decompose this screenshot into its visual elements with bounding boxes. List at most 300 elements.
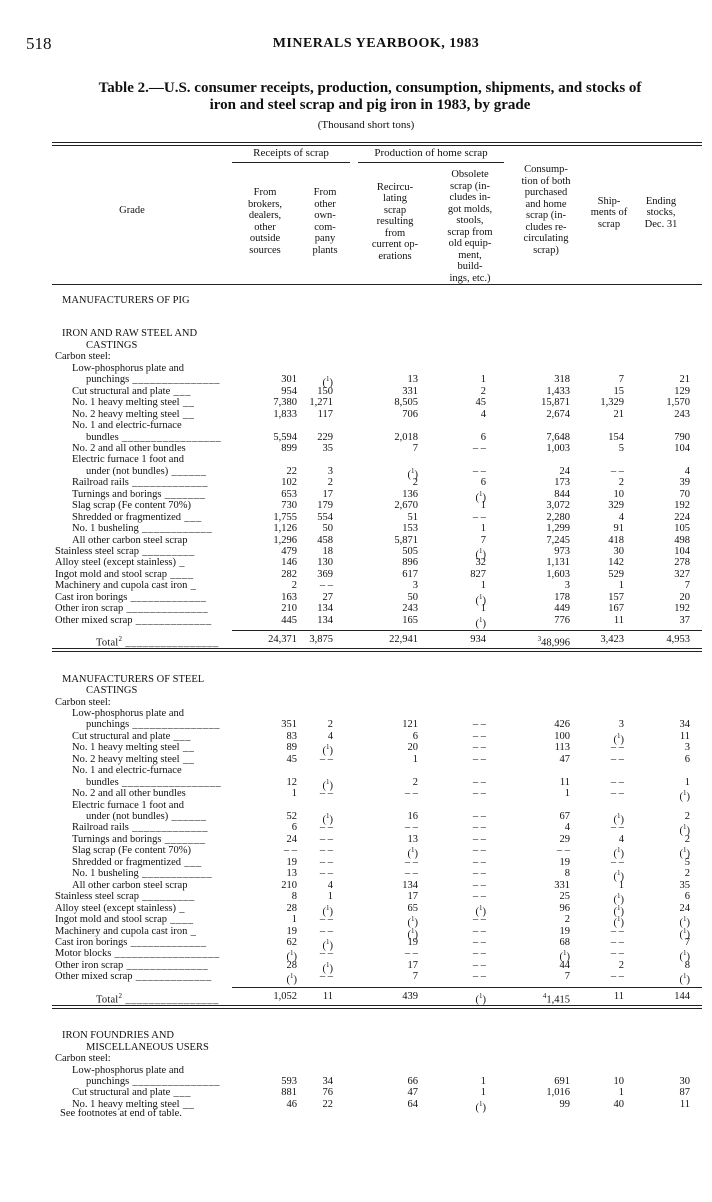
row-label-line: [0, 1065, 712, 1076]
column-header-line: scrap: [597, 218, 621, 230]
cell-consumption: 173: [554, 477, 570, 489]
table-row: [0, 443, 712, 454]
cell-stocks: 34: [679, 719, 690, 731]
running-head: MINERALS YEARBOOK, 1983: [272, 36, 480, 51]
cell-brokers: 83: [286, 730, 297, 742]
cell-own: 17: [322, 488, 333, 500]
cell-shipments: 418: [608, 534, 624, 546]
row-label-line: [0, 685, 712, 696]
table-row: [0, 788, 712, 803]
row-label: Other iron scrap ______________: [55, 959, 209, 971]
cell-consumption: 1,131: [546, 557, 570, 569]
cell-recirc: 505: [402, 546, 418, 557]
cell-shipments: 3: [618, 719, 624, 731]
cell-recirc: 50: [407, 591, 418, 603]
cell-shipments: ($^1$): [613, 903, 624, 918]
leader-dots: __: [179, 753, 195, 765]
cell-consumption: 7,648: [546, 431, 570, 443]
column-header-line: other: [254, 221, 276, 233]
row-label-line: [0, 697, 712, 708]
cell-brokers: 28: [286, 902, 297, 914]
cell-brokers: 146: [281, 557, 297, 569]
cell-recirc: 121: [402, 719, 418, 731]
cell-recirc: 17: [407, 891, 418, 903]
cell-shipments: – –: [610, 742, 624, 754]
cell-stocks: ($^1$): [679, 972, 690, 986]
cell-own: 27: [322, 591, 333, 603]
cell-obsolete: ($^1$): [475, 547, 486, 561]
cell-own: – –: [319, 580, 333, 592]
cell-shipments: ($^1$): [613, 731, 624, 746]
cell-own: 4: [327, 879, 333, 891]
column-header-line: Dec. 31: [644, 218, 678, 230]
cell-shipments: 21: [613, 408, 624, 420]
cell-brokers: 954: [281, 385, 297, 397]
cell-shipments: ($^1$): [613, 869, 624, 883]
cell-stocks: 11: [679, 730, 690, 742]
row-label: bundles _________________: [86, 431, 222, 443]
leader-dots: _______________: [129, 1076, 221, 1087]
cell-obsolete: – –: [472, 753, 486, 765]
table-row: [0, 557, 712, 568]
cell-brokers: 102: [281, 477, 297, 489]
column-header-line: brokers,: [247, 198, 283, 210]
table-units: (Thousand short tons): [317, 119, 415, 131]
row-label: Low-phosphorus plate and: [72, 1064, 184, 1076]
cell-shipments: 142: [608, 557, 624, 569]
cell-recirc: 165: [402, 614, 418, 626]
cell-consumption: 19: [559, 925, 570, 937]
cell-own: 34: [322, 1076, 333, 1087]
cell-stocks: 35: [679, 879, 690, 891]
cell-obsolete: – –: [472, 822, 486, 834]
cell-brokers: 7,380: [273, 397, 297, 409]
cell-stocks: 7: [684, 580, 690, 592]
column-header-line: resulting: [376, 216, 414, 227]
row-label-line: [0, 295, 712, 306]
cell-stocks: ($^1$): [679, 949, 690, 963]
leader-dots: _________________: [118, 431, 222, 443]
table-row: [0, 374, 712, 389]
row-label: punchings _______________: [86, 719, 221, 731]
column-header-line: old equip-: [448, 238, 492, 249]
table-row: [0, 880, 712, 891]
column-header-line: own-: [314, 210, 336, 221]
cell-obsolete: ($^1$): [475, 1099, 486, 1114]
cell-brokers: 881: [281, 1087, 297, 1099]
table-row: [0, 591, 712, 607]
leader-dots: _: [176, 902, 186, 914]
cell-obsolete: – –: [472, 442, 486, 454]
cell-own: 229: [317, 431, 333, 443]
column-header-line: purchased: [524, 187, 568, 198]
cell-consumption: 776: [554, 614, 570, 626]
cell-consumption: 691: [554, 1076, 570, 1087]
cell-shipments: ($^1$): [613, 846, 624, 860]
cell-brokers: 210: [281, 603, 297, 615]
cell-consumption: $^4$1,415: [542, 991, 570, 1006]
leader-dots: ____________: [138, 868, 213, 880]
cell-consumption: 68: [559, 936, 570, 948]
leader-dots: ___: [170, 1087, 192, 1099]
cell-obsolete: – –: [472, 742, 486, 754]
cell-obsolete: 6: [480, 431, 486, 443]
cell-own: 50: [322, 523, 333, 535]
cell-recirc: ($^1$): [407, 915, 418, 929]
row-label: Cast iron borings _____________: [55, 591, 207, 603]
cell-own: ($^1$): [322, 375, 333, 389]
cell-recirc: 13: [407, 833, 418, 845]
row-label-line: [0, 454, 712, 465]
cell-stocks: 105: [674, 523, 690, 535]
leader-dots: _____________: [128, 477, 209, 489]
cell-brokers: 6: [291, 822, 297, 834]
table-row: [0, 432, 712, 443]
cell-stocks: 87: [679, 1087, 690, 1099]
cell-stocks: 498: [674, 534, 690, 546]
column-header-line: stocks,: [646, 207, 676, 218]
row-label-line: [0, 1030, 712, 1041]
cell-stocks: 192: [674, 603, 690, 615]
column-header-line: and home: [525, 198, 567, 210]
row-label: Electric furnace 1 foot and: [72, 454, 184, 466]
table-row: [0, 603, 712, 614]
cell-recirc: 2,670: [394, 500, 418, 512]
row-label: under (not bundles) ______: [86, 811, 207, 822]
cell-recirc: 153: [402, 523, 418, 535]
cell-shipments: 3,423: [600, 634, 624, 646]
cell-recirc: 51: [407, 511, 418, 523]
row-label: Carbon steel:: [55, 1053, 111, 1065]
cell-brokers: 1,126: [273, 523, 297, 535]
cell-stocks: ($^1$): [679, 823, 690, 837]
cell-recirc: – –: [404, 822, 418, 834]
leader-dots: _: [176, 557, 186, 569]
cell-shipments: 10: [613, 488, 624, 500]
cell-own: – –: [319, 822, 333, 834]
leader-dots: _________: [138, 891, 195, 903]
leader-dots: ___: [170, 730, 192, 742]
cell-recirc: 65: [407, 902, 418, 914]
cell-consumption: 113: [554, 742, 570, 754]
row-label: bundles _________________: [86, 776, 222, 788]
column-header-line: Obsolete: [451, 169, 489, 180]
cell-brokers: 2: [291, 580, 297, 592]
column-header-line: ment,: [458, 249, 482, 261]
cell-stocks: 21: [679, 374, 690, 386]
table-row: [0, 512, 712, 523]
cell-own: – –: [319, 868, 333, 880]
cell-brokers: 1: [291, 788, 297, 800]
cell-consumption: 96: [559, 902, 570, 914]
cell-consumption: 15,871: [541, 397, 570, 409]
cell-recirc: ($^1$): [407, 926, 418, 940]
cell-recirc: 22,941: [389, 634, 418, 646]
cell-own: 4: [327, 730, 333, 742]
section-end-rule: [52, 648, 702, 649]
cell-consumption: 24: [559, 465, 570, 477]
cell-shipments: 154: [608, 431, 624, 443]
cell-obsolete: ($^1$): [475, 592, 486, 607]
row-label: IRON AND RAW STEEL AND: [62, 328, 198, 340]
leader-dots: __: [179, 1098, 195, 1110]
cell-brokers: 210: [281, 879, 297, 891]
row-label: Other iron scrap ______________: [55, 603, 209, 615]
cell-own: 76: [322, 1087, 333, 1099]
table-row: [0, 742, 712, 757]
row-label: Railroad rails _____________: [72, 477, 209, 489]
table-row: [0, 971, 712, 986]
table-title-line-2: iron and steel scrap and pig iron in 1983, by grade: [209, 97, 531, 113]
cell-obsolete: – –: [472, 914, 486, 926]
cell-own: 117: [317, 408, 333, 420]
cell-shipments: 1: [618, 879, 624, 891]
leader-dots: _____________: [127, 936, 207, 948]
row-label-line: [0, 420, 712, 431]
row-label: Stainless steel scrap _________: [55, 891, 195, 903]
cell-shipments: – –: [610, 856, 624, 868]
cell-obsolete: 32: [475, 557, 486, 569]
cell-brokers: ($^1$): [286, 972, 297, 986]
cell-consumption: 99: [559, 1098, 570, 1110]
cell-obsolete: 1: [480, 1087, 486, 1099]
column-header-line: other: [314, 198, 336, 210]
cell-recirc: 17: [407, 959, 418, 971]
cell-consumption: 2: [564, 914, 570, 926]
leader-dots: _____________: [132, 614, 212, 626]
cell-recirc: 896: [402, 557, 418, 569]
cell-obsolete: 7: [480, 534, 486, 546]
leader-dots: _: [187, 580, 197, 592]
cell-obsolete: 1: [480, 500, 486, 512]
row-label: Railroad rails _____________: [72, 822, 209, 834]
row-label: MANUFACTURERS OF PIG: [62, 295, 190, 306]
cell-stocks: 7: [684, 936, 690, 948]
cell-stocks: 70: [679, 488, 690, 500]
cell-brokers: 593: [281, 1076, 297, 1087]
cell-consumption: 449: [554, 603, 570, 615]
cell-obsolete: – –: [472, 879, 486, 891]
cell-shipments: 5: [618, 442, 624, 454]
cell-consumption: 47: [559, 753, 570, 765]
cell-stocks: 278: [674, 557, 690, 569]
cell-consumption: 7: [564, 971, 570, 983]
total-row: [0, 990, 712, 1006]
table-row: [0, 546, 712, 561]
cell-shipments: – –: [610, 936, 624, 948]
row-label: No. 2 heavy melting steel __: [72, 408, 195, 420]
cell-brokers: 46: [286, 1098, 297, 1110]
cell-consumption: 29: [559, 833, 570, 845]
table-row: [0, 465, 712, 481]
cell-stocks: 327: [674, 568, 690, 580]
row-label-line: [0, 800, 712, 811]
cell-stocks: 4: [684, 465, 690, 477]
leader-dots: ___: [181, 856, 202, 868]
cell-own: 130: [317, 557, 333, 569]
row-label: Slag scrap (Fe content 70%): [72, 845, 191, 857]
table-row: [0, 891, 712, 906]
cell-own: 2: [327, 477, 333, 489]
table-row: [0, 845, 712, 860]
leader-dots: ____: [166, 568, 194, 580]
cell-consumption: 331: [554, 879, 570, 891]
cell-consumption: 1,016: [546, 1087, 570, 1099]
leader-dots: ____: [166, 914, 194, 926]
table-row: [0, 754, 712, 765]
row-label: Total$^2$ ________________: [96, 635, 219, 649]
leader-dots: _______: [161, 833, 206, 845]
cell-recirc: 64: [407, 1098, 418, 1110]
row-label: Other mixed scrap _____________: [55, 971, 212, 983]
cell-stocks: 2: [684, 868, 690, 880]
column-header-line: com-: [314, 221, 336, 233]
cell-brokers: 19: [286, 856, 297, 868]
row-label: Alloy steel (except stainless) _: [55, 557, 186, 569]
leader-dots: ______: [168, 465, 207, 477]
cell-shipments: – –: [610, 776, 624, 788]
cell-own: – –: [319, 914, 333, 926]
group-header-production: Production of home scrap: [374, 147, 488, 159]
cell-own: ($^1$): [322, 960, 333, 975]
leader-dots: _________: [138, 546, 195, 557]
cell-shipments: – –: [610, 753, 624, 765]
row-label: punchings _______________: [86, 374, 221, 386]
cell-consumption: 7,245: [546, 534, 570, 546]
row-label: Cut structural and plate ___: [72, 385, 192, 397]
cell-obsolete: 2: [480, 385, 486, 397]
cell-brokers: – –: [283, 845, 297, 857]
cell-recirc: 47: [407, 1087, 418, 1099]
cell-stocks: 11: [679, 1098, 690, 1110]
table-row: [0, 730, 712, 746]
cell-shipments: 11: [613, 614, 624, 626]
cell-brokers: 28: [286, 959, 297, 971]
leader-dots: _____________: [132, 971, 212, 983]
row-label: No. 1 busheling ____________: [72, 523, 213, 535]
cell-own: 369: [317, 568, 333, 580]
cell-recirc: 3: [412, 580, 418, 592]
row-label-line: [0, 674, 712, 685]
cell-consumption: 44: [559, 959, 570, 971]
cell-obsolete: – –: [472, 925, 486, 937]
row-label-line: [0, 351, 712, 362]
column-header-line: plants: [312, 244, 338, 256]
cell-own: 1,271: [309, 397, 333, 409]
cell-brokers: 89: [286, 742, 297, 754]
cell-brokers: 1,052: [273, 990, 297, 1002]
cell-stocks: ($^1$): [679, 915, 690, 929]
cell-own: ($^1$): [322, 777, 333, 792]
column-header-line: ments of: [590, 207, 628, 218]
cell-own: 3: [327, 465, 333, 477]
row-label: Machinery and cupola cast iron _: [55, 580, 197, 592]
cell-obsolete: – –: [472, 465, 486, 477]
cell-own: 554: [317, 511, 333, 523]
table-row: [0, 811, 712, 826]
cell-obsolete: 45: [475, 397, 486, 409]
cell-brokers: 899: [281, 442, 297, 454]
cell-shipments: 167: [608, 603, 624, 615]
column-header-line: lating: [383, 193, 407, 204]
column-header-line: Recircu-: [376, 181, 414, 193]
cell-recirc: 2: [412, 477, 418, 489]
cell-own: 1: [327, 891, 333, 903]
cell-consumption: – –: [556, 845, 570, 857]
cell-recirc: 331: [402, 385, 418, 397]
cell-consumption: 2,674: [546, 408, 570, 420]
row-label: All other carbon steel scrap: [72, 534, 188, 546]
cell-consumption: $^3$48,996: [537, 635, 570, 649]
column-header-line: dealers,: [248, 210, 282, 221]
cell-obsolete: 1: [480, 580, 486, 592]
cell-brokers: 24: [286, 833, 297, 845]
cell-consumption: 1: [564, 788, 570, 800]
column-header-line: scrap (in-: [450, 180, 490, 192]
row-label: Cut structural and plate ___: [72, 1087, 192, 1099]
cell-stocks: 129: [674, 385, 690, 397]
leader-dots: ______: [168, 811, 207, 822]
table-row: [0, 397, 712, 408]
cell-obsolete: ($^1$): [475, 903, 486, 918]
table-row: [0, 902, 712, 918]
cell-consumption: 318: [554, 374, 570, 386]
column-header-line: Ending: [645, 195, 677, 207]
cell-consumption: 1,603: [546, 568, 570, 580]
cell-obsolete: – –: [472, 856, 486, 868]
cell-own: 3,875: [309, 634, 333, 646]
leader-dots: ____________: [138, 523, 213, 535]
cell-recirc: 19: [407, 936, 418, 948]
table-row: [0, 1076, 712, 1087]
cell-stocks: 144: [674, 990, 690, 1002]
row-label: Cast iron borings _____________: [55, 936, 207, 948]
row-label: CASTINGS: [86, 339, 138, 351]
page-number: 518: [26, 34, 52, 53]
footnote: See footnotes at end of table.: [60, 1108, 182, 1119]
leader-dots: ___: [170, 385, 192, 397]
row-label: Total$^2$ ________________: [96, 991, 219, 1006]
column-header-line: cludes in-: [449, 192, 491, 203]
cell-obsolete: – –: [472, 511, 486, 523]
row-label: No. 2 heavy melting steel __: [72, 753, 195, 765]
table-row: [0, 488, 712, 504]
cell-recirc: 617: [402, 568, 418, 580]
cell-recirc: 8,505: [394, 397, 418, 409]
cell-own: ($^1$): [322, 903, 333, 918]
column-header-line: build-: [457, 261, 483, 272]
leader-dots: ______________: [123, 603, 209, 615]
total-rule: [232, 630, 702, 631]
cell-recirc: 66: [407, 1076, 418, 1087]
cell-stocks: 39: [679, 477, 690, 489]
cell-recirc: 5,871: [394, 534, 418, 546]
row-label: Slag scrap (Fe content 70%): [72, 500, 191, 512]
cell-brokers: 351: [281, 719, 297, 731]
cell-obsolete: – –: [472, 959, 486, 971]
row-label-line: [0, 1053, 712, 1064]
cell-brokers: 1,296: [273, 534, 297, 546]
cell-brokers: 282: [281, 568, 297, 580]
row-label: Machinery and cupola cast iron _: [55, 925, 197, 937]
column-header-line: scrap from: [447, 226, 493, 238]
cell-consumption: 3: [564, 580, 570, 592]
column-header-line: scrap): [533, 244, 559, 256]
cell-obsolete: – –: [472, 719, 486, 731]
row-label: Other mixed scrap _____________: [55, 614, 212, 626]
cell-consumption: 67: [559, 811, 570, 822]
column-header-line: erations: [378, 250, 412, 262]
